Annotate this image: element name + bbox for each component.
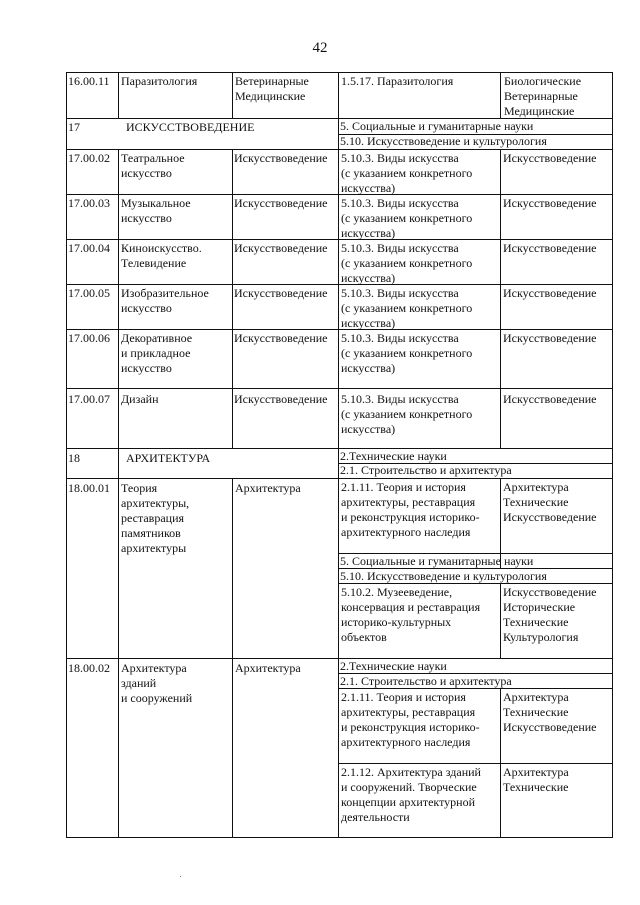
science-field: Искусствоведение bbox=[234, 286, 328, 300]
science-group: 2.1. Строительство и архитектура bbox=[340, 463, 512, 477]
science-field: Архитектура bbox=[235, 661, 301, 675]
specialty-code: 18.00.01 bbox=[68, 481, 110, 495]
science-group: 5. Социальные и гуманитарные науки bbox=[340, 554, 534, 568]
science-field: Искусствоведение bbox=[234, 196, 328, 210]
specialty-code: 17.00.04 bbox=[68, 241, 110, 255]
table-rule bbox=[66, 388, 613, 389]
science-branch: Биологические Ветеринарные Медицинские bbox=[504, 74, 582, 118]
section-title: АРХИТЕКТУРА bbox=[126, 451, 211, 465]
science-group: 2.Технические науки bbox=[340, 659, 447, 673]
specialty-name: Театральное искусство bbox=[121, 151, 185, 180]
scan-speck bbox=[180, 876, 181, 877]
science-branch: Архитектура Технические bbox=[503, 765, 569, 794]
table-rule bbox=[66, 478, 613, 479]
table-rule bbox=[118, 149, 119, 449]
science-branch: Искусствоведение bbox=[503, 392, 597, 406]
section-title: ИСКУССТВОВЕДЕНИЕ bbox=[126, 120, 255, 134]
new-specialty: 1.5.17. Паразитология bbox=[341, 74, 454, 88]
table-rule bbox=[500, 583, 501, 659]
science-branch: Искусствоведение bbox=[503, 151, 597, 165]
science-group: 5.10. Искусствоведение и культурология bbox=[340, 134, 547, 148]
page-number: 42 bbox=[312, 40, 328, 56]
new-specialty: 5.10.3. Виды искусства (с указанием конкретного искусства) bbox=[341, 331, 473, 375]
specialty-name: Изобразительное искусство bbox=[121, 286, 209, 315]
table-rule bbox=[66, 239, 613, 240]
specialty-code: 17.00.05 bbox=[68, 286, 110, 300]
specialty-name: Теория архитектуры, реставрация памятников архитектуры bbox=[121, 481, 190, 555]
table-rule bbox=[500, 72, 501, 119]
table-rule bbox=[66, 284, 613, 285]
table-rule bbox=[232, 478, 233, 838]
science-branch: Искусствоведение bbox=[503, 331, 597, 345]
science-field: Искусствоведение bbox=[234, 392, 328, 406]
section-code: 18 bbox=[68, 451, 80, 465]
science-branch: Искусствоведение Исторические Технические Культурология bbox=[503, 585, 597, 644]
new-specialty: 5.10.3. Виды искусства (с указанием конкретного искусства) bbox=[341, 241, 473, 285]
specialty-name: Паразитология bbox=[121, 74, 198, 88]
table-rule bbox=[118, 72, 119, 119]
table-rule bbox=[232, 149, 233, 449]
table-rule bbox=[118, 448, 119, 479]
science-group: 2.1. Строительство и архитектура bbox=[340, 674, 512, 688]
new-specialty: 5.10.2. Музееведение, консервация и реставрация историко-культурных объектов bbox=[341, 585, 481, 644]
table-rule bbox=[500, 688, 501, 838]
specialty-name: Музыкальное искусство bbox=[121, 196, 191, 225]
new-specialty: 2.1.11. Теория и история архитектуры, реставрация и реконструкция историко- архитектурного наследия bbox=[341, 480, 480, 539]
specialty-name: Киноискусство. Телевидение bbox=[121, 241, 202, 270]
table-rule bbox=[232, 72, 233, 119]
specialty-code: 17.00.06 bbox=[68, 331, 110, 345]
table-rule bbox=[66, 149, 613, 150]
specialty-code: 17.00.02 bbox=[68, 151, 110, 165]
new-specialty: 5.10.3. Виды искусства (с указанием конкретного искусства) bbox=[341, 151, 473, 195]
science-branch: Искусствоведение bbox=[503, 286, 597, 300]
new-specialty: 5.10.3. Виды искусства (с указанием конкретного искусства) bbox=[341, 196, 473, 240]
science-branch: Искусствоведение bbox=[503, 241, 597, 255]
science-group: 5.10. Искусствоведение и культурология bbox=[340, 569, 547, 583]
column-divider bbox=[338, 72, 339, 838]
new-specialty: 2.1.11. Теория и история архитектуры, реставрация и реконструкция историко- архитектурного наследия bbox=[341, 690, 480, 749]
science-field: Искусствоведение bbox=[234, 331, 328, 345]
table-rule bbox=[66, 194, 613, 195]
specialty-name: Декоративное и прикладное искусство bbox=[121, 331, 193, 375]
new-specialty: 5.10.3. Виды искусства (с указанием конкретного искусства) bbox=[341, 286, 473, 330]
specialty-code: 16.00.11 bbox=[68, 74, 110, 88]
table-rule bbox=[66, 329, 613, 330]
science-field: Искусствоведение bbox=[234, 241, 328, 255]
science-branch: Искусствоведение bbox=[503, 196, 597, 210]
specialty-name: Архитектура зданий и сооружений bbox=[121, 661, 193, 705]
science-field: Искусствоведение bbox=[234, 151, 328, 165]
table-rule bbox=[66, 837, 613, 838]
science-group: 2.Технические науки bbox=[340, 449, 447, 463]
science-branch: Архитектура Технические Искусствоведение bbox=[503, 480, 597, 524]
table-rule bbox=[118, 478, 119, 838]
science-field: Ветеринарные Медицинские bbox=[235, 74, 309, 103]
table-rule bbox=[500, 149, 501, 449]
science-group: 5. Социальные и гуманитарные науки bbox=[340, 119, 534, 133]
table-rule bbox=[338, 763, 613, 764]
specialty-code: 17.00.03 bbox=[68, 196, 110, 210]
new-specialty: 2.1.12. Архитектура зданий и сооружений. Творческие концепции архитектурной деятельности bbox=[341, 765, 481, 824]
science-field: Архитектура bbox=[235, 481, 301, 495]
new-specialty: 5.10.3. Виды искусства (с указанием конкретного искусства) bbox=[341, 392, 473, 436]
table-left-border bbox=[66, 72, 67, 838]
science-branch: Архитектура Технические Искусствоведение bbox=[503, 690, 597, 734]
table-rule bbox=[66, 72, 613, 73]
specialty-code: 17.00.07 bbox=[68, 392, 110, 406]
specialty-name: Дизайн bbox=[121, 392, 159, 406]
specialty-code: 18.00.02 bbox=[68, 661, 110, 675]
section-code: 17 bbox=[68, 120, 80, 134]
